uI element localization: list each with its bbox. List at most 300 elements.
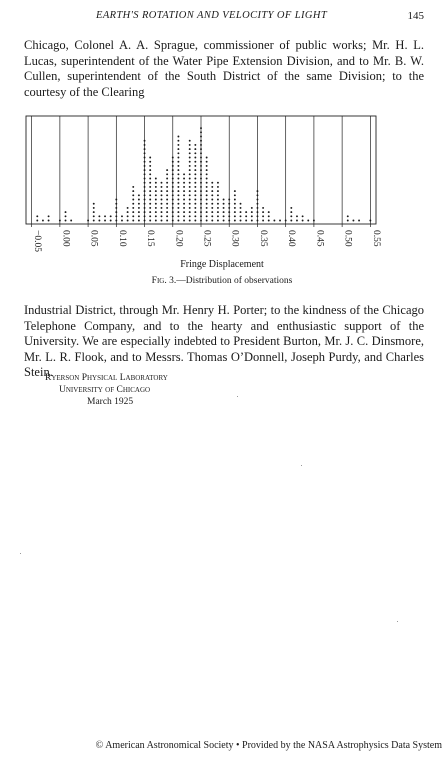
figure-caption-label: Fig. 3. bbox=[151, 276, 177, 286]
observation-dot bbox=[206, 178, 208, 180]
observation-dot bbox=[313, 220, 315, 222]
observation-dot bbox=[132, 190, 134, 192]
observation-dot bbox=[177, 211, 179, 213]
observation-dot bbox=[177, 140, 179, 142]
observation-dot bbox=[132, 186, 134, 188]
observation-dot bbox=[138, 199, 140, 201]
observation-dot bbox=[166, 199, 168, 201]
observation-dot bbox=[161, 186, 163, 188]
observation-dot bbox=[177, 194, 179, 196]
observation-dot bbox=[194, 199, 196, 201]
observation-dot bbox=[93, 207, 95, 209]
observation-dot bbox=[228, 211, 230, 213]
observation-dot bbox=[200, 169, 202, 171]
observation-dot bbox=[144, 157, 146, 159]
observation-dot bbox=[240, 203, 242, 205]
observation-dot bbox=[144, 215, 146, 217]
observation-dot bbox=[155, 199, 157, 201]
observation-dot bbox=[257, 211, 259, 213]
observation-dot bbox=[223, 203, 225, 205]
observation-dot bbox=[144, 140, 146, 142]
observation-dot bbox=[132, 211, 134, 213]
observation-dot bbox=[183, 199, 185, 201]
observation-dot bbox=[296, 215, 298, 217]
observation-dot bbox=[358, 220, 360, 222]
observation-dot bbox=[177, 161, 179, 163]
observation-dot bbox=[65, 215, 67, 217]
affiliation-block bbox=[45, 372, 168, 408]
observation-dot bbox=[172, 199, 174, 201]
observation-dot bbox=[132, 220, 134, 222]
affiliation-university: University of Chicago bbox=[59, 385, 151, 395]
observation-dot bbox=[172, 173, 174, 175]
observation-dot bbox=[223, 211, 225, 213]
observation-dot bbox=[93, 215, 95, 217]
observation-dot bbox=[149, 190, 151, 192]
observation-dot bbox=[194, 157, 196, 159]
observation-dot bbox=[161, 220, 163, 222]
observation-dot bbox=[155, 203, 157, 205]
observation-dot bbox=[290, 207, 292, 209]
observation-dot bbox=[234, 211, 236, 213]
observation-dot bbox=[290, 215, 292, 217]
observation-dot bbox=[228, 203, 230, 205]
observation-dot bbox=[127, 215, 129, 217]
observation-dot bbox=[217, 186, 219, 188]
observation-dot bbox=[211, 182, 213, 184]
observation-dot bbox=[144, 220, 146, 222]
observation-dot bbox=[217, 199, 219, 201]
observation-dot bbox=[149, 165, 151, 167]
observation-dot bbox=[189, 199, 191, 201]
observation-dot bbox=[104, 220, 106, 222]
observation-dot bbox=[161, 182, 163, 184]
observation-dot bbox=[206, 173, 208, 175]
x-tick-label: 0.15 bbox=[145, 230, 156, 247]
observation-dot bbox=[149, 215, 151, 217]
observation-dot bbox=[245, 220, 247, 222]
observation-dot bbox=[149, 157, 151, 159]
observation-dot bbox=[189, 169, 191, 171]
observation-dot bbox=[228, 220, 230, 222]
observation-dot bbox=[240, 207, 242, 209]
observation-dot bbox=[149, 220, 151, 222]
observation-dot bbox=[194, 215, 196, 217]
observation-dot bbox=[172, 182, 174, 184]
observation-dot bbox=[234, 203, 236, 205]
observation-dot bbox=[172, 178, 174, 180]
observation-dot bbox=[177, 203, 179, 205]
observation-dot bbox=[211, 215, 213, 217]
observation-dot bbox=[36, 220, 38, 222]
observation-dot bbox=[217, 207, 219, 209]
observation-dot bbox=[211, 211, 213, 213]
observation-dot bbox=[211, 186, 213, 188]
observation-dot bbox=[166, 182, 168, 184]
observation-dot bbox=[217, 190, 219, 192]
observation-dot bbox=[155, 178, 157, 180]
observation-dot bbox=[369, 220, 371, 222]
figure-caption-text: —Distribution of observations bbox=[176, 276, 293, 286]
observation-dot bbox=[211, 203, 213, 205]
observation-dot bbox=[189, 194, 191, 196]
observation-dot bbox=[138, 207, 140, 209]
observation-dot bbox=[177, 144, 179, 146]
observation-dot bbox=[223, 220, 225, 222]
body-paragraph-1: Chicago, Colonel A. A. Sprague, commissioner of public works; Mr. H. L. Lucas, superintendent of the Water Pipe Extension Division, and to Mr. B. W. Cullen, superintendent of the South District of the same Division; to the courtesy of the Clearing bbox=[24, 38, 424, 99]
observation-dot bbox=[257, 220, 259, 222]
observation-dot bbox=[200, 127, 202, 129]
observation-dot bbox=[245, 211, 247, 213]
observation-dot bbox=[189, 178, 191, 180]
observation-dot bbox=[166, 169, 168, 171]
observation-dot bbox=[127, 207, 129, 209]
x-tick-label: 0.50 bbox=[342, 230, 353, 247]
observation-dot bbox=[194, 148, 196, 150]
observation-dot bbox=[104, 215, 106, 217]
observation-dot bbox=[177, 190, 179, 192]
observation-dot bbox=[183, 186, 185, 188]
observation-dot bbox=[121, 215, 123, 217]
observation-dot bbox=[172, 203, 174, 205]
observation-dot bbox=[211, 220, 213, 222]
observation-dot bbox=[268, 220, 270, 222]
observation-dot bbox=[302, 215, 304, 217]
observation-dot bbox=[347, 215, 349, 217]
observation-dot bbox=[177, 207, 179, 209]
observation-dot bbox=[172, 169, 174, 171]
observation-dot bbox=[194, 161, 196, 163]
x-tick-label: 0.25 bbox=[201, 230, 212, 247]
observation-dot bbox=[172, 190, 174, 192]
observation-dot bbox=[127, 211, 129, 213]
observation-dot bbox=[194, 144, 196, 146]
x-tick-label: 0.05 bbox=[88, 230, 99, 247]
observation-dot bbox=[166, 173, 168, 175]
observation-dot bbox=[149, 211, 151, 213]
x-tick-label: 0.10 bbox=[116, 230, 127, 247]
observation-dot bbox=[352, 220, 354, 222]
observation-dot bbox=[172, 194, 174, 196]
observation-dot bbox=[177, 199, 179, 201]
observation-dot bbox=[206, 211, 208, 213]
x-tick-label: 0.40 bbox=[286, 230, 297, 247]
observation-dot bbox=[149, 186, 151, 188]
observation-dot bbox=[217, 203, 219, 205]
observation-dot bbox=[194, 169, 196, 171]
observation-dot bbox=[228, 215, 230, 217]
observation-dot bbox=[65, 220, 67, 222]
observation-dot bbox=[172, 220, 174, 222]
observation-dot bbox=[268, 215, 270, 217]
observation-dot bbox=[194, 165, 196, 167]
observation-dot bbox=[183, 203, 185, 205]
x-axis-label: Fringe Displacement bbox=[180, 259, 264, 270]
observation-dot bbox=[93, 203, 95, 205]
x-tick-label: 0.30 bbox=[229, 230, 240, 247]
observation-dot bbox=[144, 182, 146, 184]
running-head bbox=[24, 10, 424, 24]
observation-dot bbox=[240, 211, 242, 213]
observation-dot bbox=[302, 220, 304, 222]
observation-dot bbox=[166, 207, 168, 209]
observation-dot bbox=[206, 161, 208, 163]
observation-dot bbox=[211, 199, 213, 201]
observation-dot bbox=[206, 199, 208, 201]
observation-dot bbox=[177, 152, 179, 154]
scan-speck bbox=[20, 553, 21, 554]
observation-dot bbox=[177, 169, 179, 171]
observation-dot bbox=[206, 194, 208, 196]
observation-dot bbox=[138, 220, 140, 222]
observation-dot bbox=[206, 207, 208, 209]
observation-dot bbox=[138, 194, 140, 196]
observation-dot bbox=[70, 220, 72, 222]
observation-dot bbox=[149, 173, 151, 175]
observation-dot bbox=[296, 220, 298, 222]
observation-dot bbox=[211, 207, 213, 209]
observation-dot bbox=[183, 190, 185, 192]
observation-dot bbox=[177, 178, 179, 180]
observation-dot bbox=[149, 178, 151, 180]
observation-dot bbox=[200, 182, 202, 184]
observation-dot bbox=[273, 220, 275, 222]
observation-dot bbox=[155, 186, 157, 188]
observation-dot bbox=[262, 207, 264, 209]
affiliation-lab: Ryerson Physical Laboratory bbox=[45, 373, 168, 383]
observation-dot bbox=[200, 157, 202, 159]
running-head-title: EARTH'S ROTATION AND VELOCITY OF LIGHT bbox=[96, 10, 328, 21]
observation-dot bbox=[217, 215, 219, 217]
observation-dot bbox=[93, 211, 95, 213]
observation-dot bbox=[183, 194, 185, 196]
observation-dot bbox=[144, 173, 146, 175]
observation-dot bbox=[155, 211, 157, 213]
observation-dot bbox=[166, 215, 168, 217]
observation-dot bbox=[206, 182, 208, 184]
observation-dot bbox=[200, 144, 202, 146]
observation-dot bbox=[347, 220, 349, 222]
observation-dot bbox=[194, 178, 196, 180]
observation-dot bbox=[138, 203, 140, 205]
observation-dot bbox=[189, 173, 191, 175]
observation-dot bbox=[138, 211, 140, 213]
observation-dot bbox=[183, 211, 185, 213]
observation-dot bbox=[200, 203, 202, 205]
observation-dot bbox=[144, 148, 146, 150]
observation-dot bbox=[189, 165, 191, 167]
observation-dot bbox=[132, 203, 134, 205]
observation-dot bbox=[132, 194, 134, 196]
observation-dot bbox=[257, 190, 259, 192]
observation-dot bbox=[144, 169, 146, 171]
observation-dot bbox=[200, 173, 202, 175]
observation-dot bbox=[194, 211, 196, 213]
affiliation-date: March 1925 bbox=[87, 397, 134, 407]
observation-dot bbox=[166, 190, 168, 192]
observation-dot bbox=[172, 207, 174, 209]
observation-dot bbox=[132, 199, 134, 201]
observation-dot bbox=[87, 220, 89, 222]
observation-dot bbox=[161, 211, 163, 213]
observation-dot bbox=[217, 220, 219, 222]
observation-dot bbox=[115, 215, 117, 217]
observation-dot bbox=[127, 220, 129, 222]
observation-dot bbox=[206, 190, 208, 192]
observation-dot bbox=[194, 186, 196, 188]
observation-dot bbox=[177, 157, 179, 159]
x-tick-label: 0.45 bbox=[314, 230, 325, 247]
observation-dot bbox=[115, 211, 117, 213]
observation-dot bbox=[234, 190, 236, 192]
scan-speck bbox=[301, 465, 302, 466]
observation-dot bbox=[93, 220, 95, 222]
observation-dot bbox=[200, 186, 202, 188]
observation-dot bbox=[183, 178, 185, 180]
observation-dot bbox=[285, 220, 287, 222]
observation-dot bbox=[166, 220, 168, 222]
observation-dot bbox=[257, 199, 259, 201]
observation-dot bbox=[234, 207, 236, 209]
observation-dot bbox=[206, 203, 208, 205]
observation-dot bbox=[177, 173, 179, 175]
observation-dot bbox=[189, 186, 191, 188]
observation-dot bbox=[194, 194, 196, 196]
observation-dot bbox=[166, 211, 168, 213]
observation-dot bbox=[228, 207, 230, 209]
observation-dot bbox=[200, 194, 202, 196]
observation-dot bbox=[234, 215, 236, 217]
observation-dot bbox=[161, 190, 163, 192]
observation-dot bbox=[149, 207, 151, 209]
observation-dot bbox=[149, 182, 151, 184]
observation-dot bbox=[183, 182, 185, 184]
observation-dot bbox=[132, 215, 134, 217]
observation-dot bbox=[200, 136, 202, 138]
observation-dot bbox=[166, 186, 168, 188]
observation-dot bbox=[166, 194, 168, 196]
observation-dot bbox=[194, 207, 196, 209]
observation-dot bbox=[189, 211, 191, 213]
observation-dot bbox=[245, 215, 247, 217]
observation-dot bbox=[189, 152, 191, 154]
observation-dot bbox=[144, 207, 146, 209]
observation-dot bbox=[290, 211, 292, 213]
observation-dot bbox=[144, 211, 146, 213]
observation-dot bbox=[200, 190, 202, 192]
observation-dot bbox=[177, 215, 179, 217]
observation-dot bbox=[149, 161, 151, 163]
observation-dot bbox=[217, 211, 219, 213]
observation-dot bbox=[211, 190, 213, 192]
observation-dot bbox=[206, 157, 208, 159]
body-paragraph-2: Industrial District, through Mr. Henry H. Porter; to the kindness of the Chicago Telephone Company, and to the hearty and enthusiastic support of the University. We are especially indebted to President Burton, Mr. J. C. Dinsmore, Mr. L. R. Flook, and to Messrs. Thomas O’Donnell, Joseph Purdy, and Charles Stein. bbox=[24, 303, 424, 379]
observation-dot bbox=[177, 220, 179, 222]
observation-dot bbox=[223, 199, 225, 201]
observation-dot bbox=[144, 203, 146, 205]
x-tick-label: 0.00 bbox=[60, 230, 71, 247]
observation-dot bbox=[257, 194, 259, 196]
observation-dot bbox=[189, 157, 191, 159]
observation-dot bbox=[149, 169, 151, 171]
observation-dot bbox=[307, 220, 309, 222]
observation-dot bbox=[172, 157, 174, 159]
observation-dot bbox=[200, 131, 202, 133]
observation-dot bbox=[183, 220, 185, 222]
observation-dot bbox=[161, 203, 163, 205]
x-tick-label: 0.35 bbox=[257, 230, 268, 247]
observation-dot bbox=[257, 215, 259, 217]
x-tick-label: 0.55 bbox=[370, 230, 381, 247]
observation-dot bbox=[211, 194, 213, 196]
observation-dot bbox=[206, 215, 208, 217]
observation-dot bbox=[189, 215, 191, 217]
observation-dot bbox=[144, 161, 146, 163]
observation-dot bbox=[36, 215, 38, 217]
observation-dot bbox=[234, 199, 236, 201]
observation-dot bbox=[177, 182, 179, 184]
observation-dot bbox=[110, 220, 112, 222]
observation-dot bbox=[138, 215, 140, 217]
observation-dot bbox=[251, 211, 253, 213]
observation-dot bbox=[189, 203, 191, 205]
observation-dot bbox=[217, 194, 219, 196]
observation-dot bbox=[144, 152, 146, 154]
observation-dot bbox=[144, 165, 146, 167]
footer-text: © American Astronomical Society • Provided by the NASA Astrophysics Data System bbox=[95, 740, 442, 751]
observation-dot bbox=[200, 165, 202, 167]
observation-dot bbox=[200, 199, 202, 201]
observation-dot bbox=[189, 220, 191, 222]
observation-dot bbox=[194, 182, 196, 184]
observation-dot bbox=[149, 203, 151, 205]
observation-dot bbox=[189, 148, 191, 150]
observation-dot bbox=[42, 220, 44, 222]
observation-dot bbox=[194, 203, 196, 205]
observation-dot bbox=[262, 220, 264, 222]
observation-dot bbox=[166, 178, 168, 180]
observation-dot bbox=[189, 144, 191, 146]
observation-dot bbox=[155, 194, 157, 196]
scan-speck bbox=[237, 396, 238, 397]
observation-dot bbox=[155, 215, 157, 217]
observation-dot bbox=[161, 194, 163, 196]
observation-dot bbox=[110, 215, 112, 217]
observation-dot bbox=[194, 220, 196, 222]
distribution-chart bbox=[24, 112, 420, 262]
observation-dot bbox=[200, 220, 202, 222]
observation-dot bbox=[144, 144, 146, 146]
observation-dot bbox=[144, 186, 146, 188]
observation-dot bbox=[234, 220, 236, 222]
observation-dot bbox=[251, 207, 253, 209]
observation-dot bbox=[115, 220, 117, 222]
observation-dot bbox=[155, 220, 157, 222]
observation-dot bbox=[149, 199, 151, 201]
x-tick-label: 0.20 bbox=[173, 230, 184, 247]
observation-dot bbox=[183, 207, 185, 209]
observation-dot bbox=[251, 215, 253, 217]
x-tick-label: −0.05 bbox=[32, 230, 43, 252]
observation-dot bbox=[172, 186, 174, 188]
scan-speck bbox=[397, 621, 398, 622]
observation-dot bbox=[166, 203, 168, 205]
observation-dot bbox=[200, 207, 202, 209]
observation-dot bbox=[200, 178, 202, 180]
observation-dot bbox=[161, 215, 163, 217]
observation-dot bbox=[189, 190, 191, 192]
observation-dot bbox=[172, 161, 174, 163]
